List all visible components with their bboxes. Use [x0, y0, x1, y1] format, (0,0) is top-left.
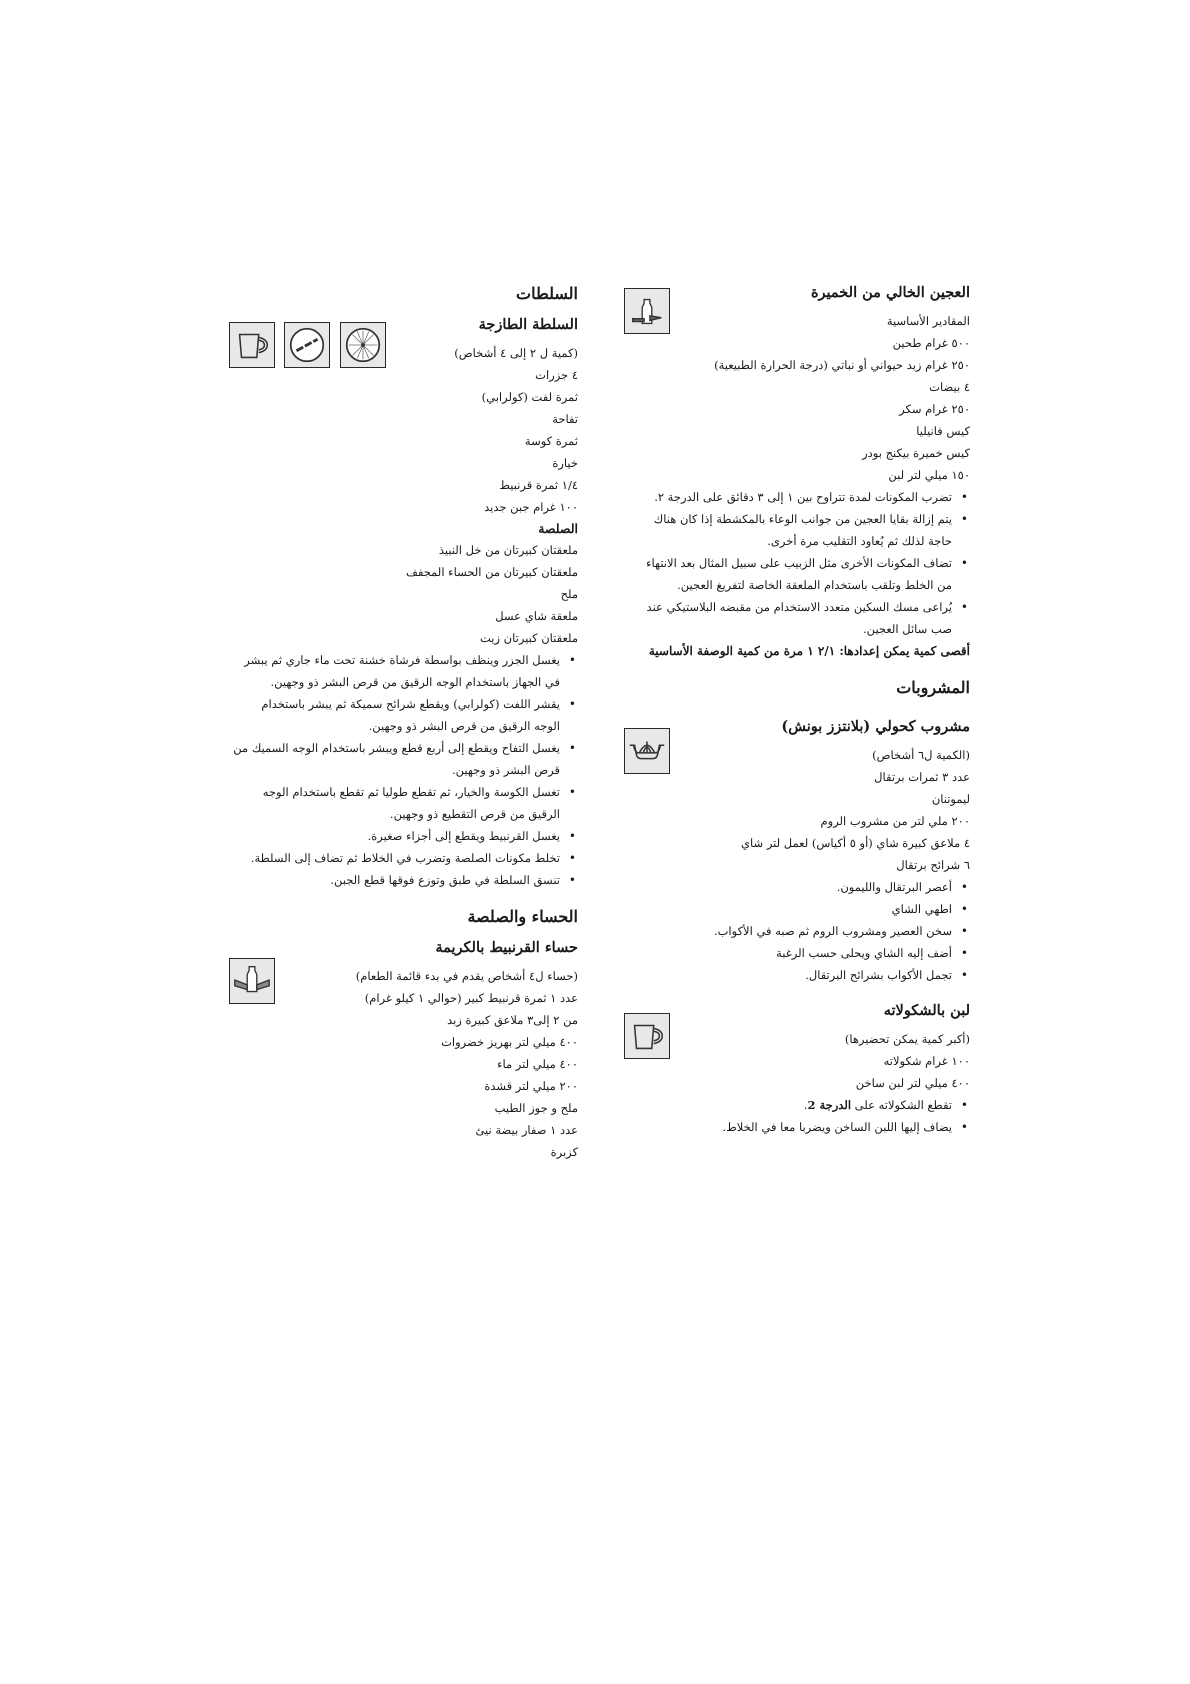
soup-ingredients — [232, 965, 578, 1163]
punch-steps — [640, 876, 970, 986]
max-quantity-note: أقصى كمية يمكن إعدادها: ٢/١ ١ مرة من كمية الوصفة الأساسية — [648, 644, 970, 658]
cauliflower-soup-title: حساء القرنبيط بالكريمة — [435, 939, 578, 956]
dough-title: العجين الخالي من الخميرة — [810, 284, 970, 301]
step-item: • يضاف إليها اللبن الساخن ويضربا معا في الخلاط. — [640, 1116, 970, 1138]
ingredient-line: ٢٠٠ ميلي لتر قشدة — [484, 1079, 578, 1093]
ingredient-line: ٢٥٠ غرام سكر — [899, 402, 970, 416]
ingredient-line: ٤٠٠ ميلي لتر ماء — [497, 1057, 578, 1071]
dough-ingredients — [640, 310, 970, 486]
chocolate-steps — [640, 1094, 970, 1138]
ingredient-line: ٢٥٠ غرام زبد حيواني أو نباتي (درجة الحرارة الطبيعية) — [714, 358, 970, 372]
ingredient-line: ١٠٠ غرام شكولاته — [883, 1054, 970, 1068]
ingredient-line: ٥٠٠ غرام طحين — [892, 336, 970, 350]
step-item: • اطهي الشاي — [640, 898, 970, 920]
soups-section-title: الحساء والصلصة — [467, 907, 578, 926]
step-item: • يُراعى مسك السكين متعدد الاستخدام من مقبضه البلاستيكي عند صب سائل العجين. — [640, 596, 970, 640]
whisk-attachment-icon — [229, 958, 275, 1004]
step-item: • تغسل الكوسة والخيار، ثم تقطع طوليا ثم تقطع باستخدام الوجه الرقيق من قرص التقطيع ذو وجهين. — [232, 781, 578, 825]
ingredient-line: ١٠٠ غرام جبن جديد — [484, 500, 578, 514]
step-item: • تجمل الأكواب بشرائح البرتقال. — [640, 964, 970, 986]
sauce-ingredients — [232, 539, 578, 649]
ingredient-line: (أكبر كمية يمكن تحضيرها) — [844, 1032, 970, 1046]
ingredient-line: ٦ شرائح برتقال — [896, 858, 970, 872]
ingredient-line: ليموتنان — [931, 792, 970, 806]
right-column — [640, 282, 970, 1138]
left-column — [232, 282, 578, 1163]
ingredient-line: عدد ١ صفار بيضة نيئ — [475, 1123, 578, 1137]
ingredient-line: ٢٠٠ ملي لتر من مشروب الروم — [820, 814, 970, 828]
speed-setting: الدرجة 2 — [807, 1098, 852, 1112]
kneading-hook-icon — [624, 288, 670, 334]
grating-disc-icon — [340, 322, 386, 368]
step-item: • يقشر اللفت (كولرابي) ويقطع شرائح سميكة ثم يبشر باستخدام الوجه الرقيق من قرص البشر ذو وجهين. — [232, 693, 578, 737]
ingredient-line: ملعقتان كبيرتان زيت — [479, 631, 578, 645]
step-item: • تضرب المكونات لمدة تتراوح بين ١ إلى ٣ دقائق على الدرجة ٢. — [640, 486, 970, 508]
ingredient-line: كزبرة — [550, 1145, 578, 1159]
ingredient-line: عدد ٣ ثمرات برتقال — [874, 770, 970, 784]
salad-steps — [232, 649, 578, 891]
fresh-salad-title: السلطة الطازجة — [478, 316, 578, 333]
dough-steps — [640, 486, 970, 640]
ingredient-line: كيس خميرة بيكنج بودر — [862, 446, 970, 460]
ingredient-line: ملح و جوز الطيب — [494, 1101, 578, 1115]
step-item: • تنسق السلطة في طبق وتوزع فوقها قطع الجبن. — [232, 869, 578, 891]
ingredient-line: عدد ١ ثمرة قرنبيط كبير (حوالي ١ كيلو غرام) — [364, 991, 578, 1005]
step-item: • يغسل الجزر وينظف بواسطة فرشاة خشنة تحت ماء جاري ثم يبشر في الجهاز باستخدام الوجه الرقيق من قرص البشر ذو وجهين. — [232, 649, 578, 693]
salads-section-title: السلطات — [516, 284, 578, 303]
sauce-subtitle: الصلصة — [538, 521, 578, 536]
ingredient-line: (حساء ل٤ أشخاص يقدم في بدء قائمة الطعام) — [355, 969, 578, 983]
ingredient-line: ملعقتان كبيرتان من الحساء المجفف — [406, 565, 578, 579]
citrus-press-icon — [624, 728, 670, 774]
ingredient-line: (كمية ل ٢ إلى ٤ أشخاص) — [454, 346, 578, 360]
step-item: • أعصر البرتقال والليمون. — [640, 876, 970, 898]
step-item: • تقطع الشكولاته على الدرجة 2. — [640, 1094, 970, 1116]
blender-jug-icon — [624, 1013, 670, 1059]
ingredient-line: خيارة — [552, 456, 578, 470]
chocolate-milk-title: لبن بالشكولاته — [883, 1002, 970, 1019]
slicing-disc-icon — [284, 322, 330, 368]
ingredient-line: ٤٠٠ ميلي لتر لبن ساخن — [855, 1076, 970, 1090]
ingredient-line: ٤ ملاعق كبيرة شاي (أو ٥ أكياس) لعمل لتر شاي — [741, 836, 970, 850]
ingredient-line: ثمرة كوسة — [524, 434, 578, 448]
blender-jug-icon — [229, 322, 275, 368]
ingredient-line: ٤٠٠ ميلي لتر بهريز خضروات — [441, 1035, 578, 1049]
salad-ingredients — [232, 342, 578, 518]
ingredient-line: تفاحة — [552, 412, 578, 426]
ingredient-line: ملح — [560, 587, 578, 601]
step-item: • يغسل القرنبيط ويقطع إلى أجزاء صغيرة. — [232, 825, 578, 847]
ingredient-line: ٤ جزرات — [535, 368, 578, 382]
step-item: • يتم إزالة بقايا العجين من جوانب الوعاء بالمكشطة إذا كان هناك حاجة لذلك ثم يُعاود التقليب مرة أخرى. — [640, 508, 970, 552]
punch-title: مشروب كحولي (بلانتزز بونش) — [781, 718, 970, 735]
ingredient-line: ملعقتان كبيرتان من خل النبيذ — [438, 543, 578, 557]
ingredient-line: (الكمية ل٦ أشخاص) — [872, 748, 970, 762]
ingredient-line: المقادير الأساسية — [886, 314, 970, 328]
drinks-section-title: المشروبات — [896, 678, 970, 697]
ingredient-line: ٤ بيضات — [929, 380, 970, 394]
ingredient-line: ١٥٠ ميلي لتر لبن — [888, 468, 970, 482]
ingredient-line: ثمرة لفت (كولرابي) — [481, 390, 578, 404]
step-item: • أضف إليه الشاي ويحلى حسب الرغبة — [640, 942, 970, 964]
punch-ingredients — [640, 744, 970, 876]
step-item: • تخلط مكونات الصلصة وتضرب في الخلاط ثم تضاف إلى السلطة. — [232, 847, 578, 869]
ingredient-line: من ٢ إلى٣ ملاعق كبيرة زبد — [447, 1013, 578, 1027]
chocolate-ingredients — [640, 1028, 970, 1094]
step-item: • سخن العصير ومشروب الروم ثم صبه في الأكواب. — [640, 920, 970, 942]
step-item: • تضاف المكونات الأخرى مثل الزبيب على سبيل المثال بعد الانتهاء من الخلط وتلقب باستخدام الملعقة الخاصة لتفريغ العجين. — [640, 552, 970, 596]
ingredient-line: ١/٤ ثمرة قرنبيط — [499, 478, 578, 492]
ingredient-line: ملعقة شاي عسل — [495, 609, 578, 623]
step-item: • يغسل التفاح ويقطع إلى أربع قطع ويبشر باستخدام الوجه السميك من قرص البشر ذو وجهين. — [232, 737, 578, 781]
ingredient-line: كيس فانيليا — [916, 424, 970, 438]
